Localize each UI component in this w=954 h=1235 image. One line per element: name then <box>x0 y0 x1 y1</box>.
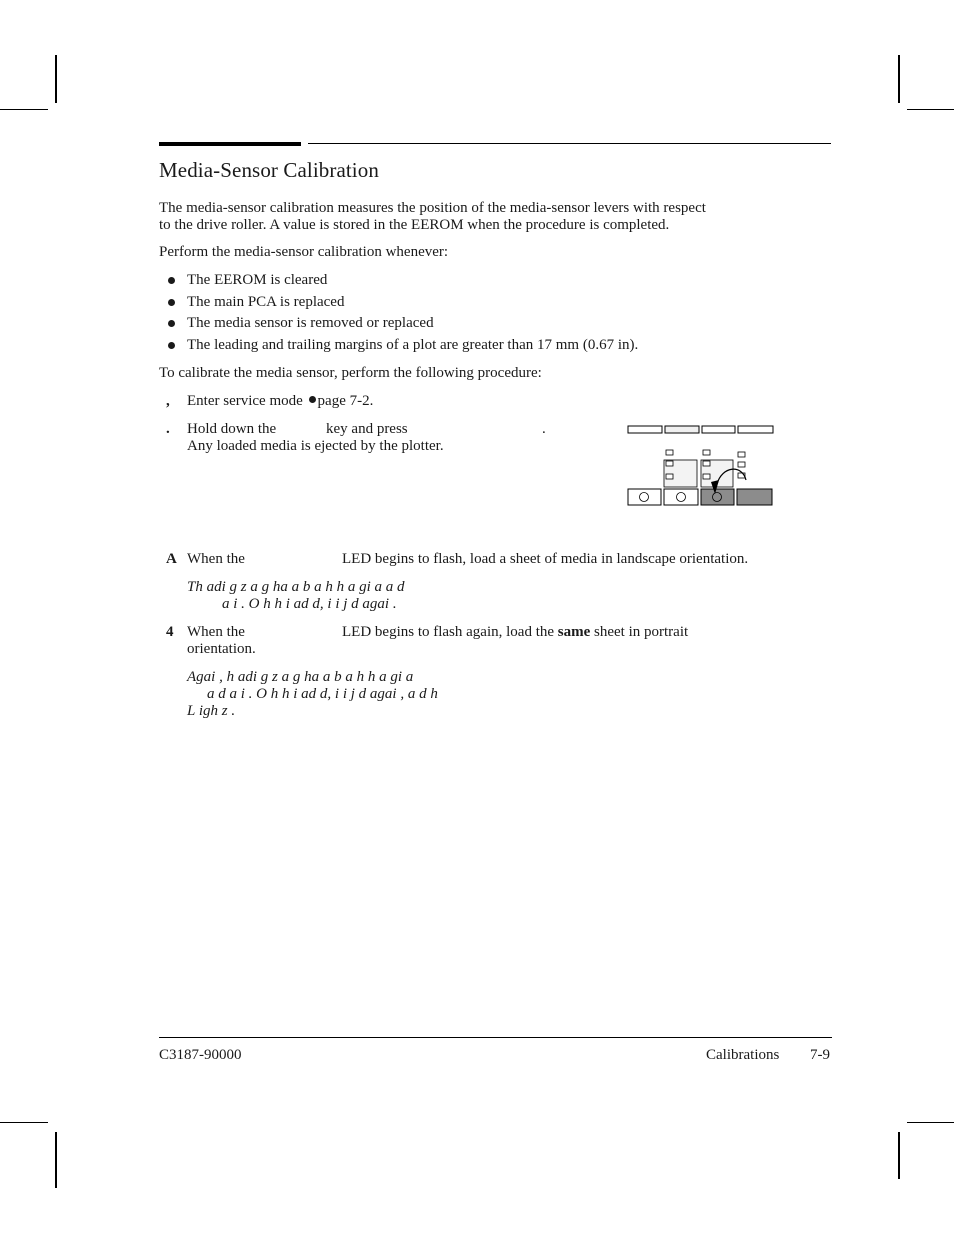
step-note: a i . O h h i ad d, i i j d agai . <box>222 596 397 612</box>
crop-mark <box>0 109 48 110</box>
led-indicator <box>703 474 710 479</box>
crop-mark <box>898 55 900 103</box>
step-note: Agai , h adi g z a g ha a b a h h a gi a <box>187 669 414 685</box>
intro-paragraph-line: The media-sensor calibration measures the position of the media-sensor levers with respect <box>159 200 706 216</box>
step-text-part: key and press <box>326 421 408 437</box>
step-text-part: . <box>542 421 546 437</box>
crop-mark <box>55 55 57 103</box>
bullet-dot-icon <box>168 320 175 327</box>
step-text <box>187 393 373 410</box>
led-indicator <box>703 450 710 455</box>
crop-mark <box>55 1132 57 1188</box>
panel-button-highlighted <box>737 489 772 505</box>
section-rule-thin <box>308 143 831 144</box>
step-text-part: sheet in portrait <box>594 624 689 640</box>
step-text-part: Enter service mode <box>187 393 303 409</box>
step-text-part: When the <box>187 551 245 567</box>
step-number: 4 <box>166 624 174 640</box>
led-indicator <box>738 452 745 457</box>
panel-key <box>702 426 735 433</box>
led-indicator <box>666 450 673 455</box>
step-note: a d a i . O h h i ad d, i i j d agai , a d h <box>207 686 438 702</box>
led-indicator <box>666 461 673 466</box>
procedure-intro: To calibrate the media sensor, perform the following procedure: <box>159 365 542 381</box>
step-text <box>342 624 688 641</box>
footer-page-number: 7-9 <box>810 1047 830 1063</box>
panel-key <box>628 426 662 433</box>
intro-paragraph-line: to the drive roller. A value is stored in the EEROM when the procedure is completed. <box>159 217 670 233</box>
footer-doc-number: C3187-90000 <box>159 1047 242 1063</box>
section-rule-thick <box>159 142 301 146</box>
step-number: A <box>166 551 177 567</box>
bullet-symbol-icon <box>309 396 316 403</box>
list-item: The main PCA is replaced <box>187 294 345 310</box>
page-title: Media-Sensor Calibration <box>159 158 379 182</box>
step-text-part: orientation. <box>187 641 256 657</box>
button-circle-icon <box>677 493 686 502</box>
front-panel-illustration <box>626 422 776 508</box>
panel-key <box>665 426 699 433</box>
step-text-part: Any loaded media is ejected by the plotter. <box>187 438 444 454</box>
list-item: The media sensor is removed or replaced <box>187 315 434 331</box>
step-note: L igh z . <box>187 703 236 719</box>
step-text-part: LED begins to flash again, load the <box>342 624 555 640</box>
step-text-part: Hold down the <box>187 421 277 437</box>
footer-section: Calibrations <box>706 1047 780 1063</box>
button-circle-icon <box>640 493 649 502</box>
panel-key <box>738 426 773 433</box>
step-text-part: When the <box>187 624 245 640</box>
emphasis-text: same <box>557 624 591 640</box>
crop-mark <box>907 109 954 110</box>
led-indicator <box>703 461 710 466</box>
step-number: . <box>166 421 170 437</box>
step-text-part: LED begins to flash, load a sheet of media in landscape orientation. <box>342 551 749 567</box>
page-reference-link[interactable]: page 7-2. <box>317 393 374 409</box>
step-note: Th adi g z a g ha a b a h h a gi a a d <box>187 579 405 595</box>
step-number: , <box>166 393 170 409</box>
list-item: The leading and trailing margins of a plot are greater than 17 mm (0.67 in). <box>187 337 639 353</box>
perform-when-text: Perform the media-sensor calibration whenever: <box>159 244 449 260</box>
footer-rule <box>159 1037 832 1038</box>
crop-mark <box>898 1132 900 1179</box>
bullet-dot-icon <box>168 277 175 284</box>
crop-mark <box>907 1122 954 1123</box>
crop-mark <box>0 1122 48 1123</box>
list-item: The EEROM is cleared <box>187 272 328 288</box>
led-indicator <box>666 474 673 479</box>
led-indicator <box>738 462 745 467</box>
button-circle-icon <box>713 493 722 502</box>
bullet-dot-icon <box>168 342 175 349</box>
bullet-dot-icon <box>168 299 175 306</box>
